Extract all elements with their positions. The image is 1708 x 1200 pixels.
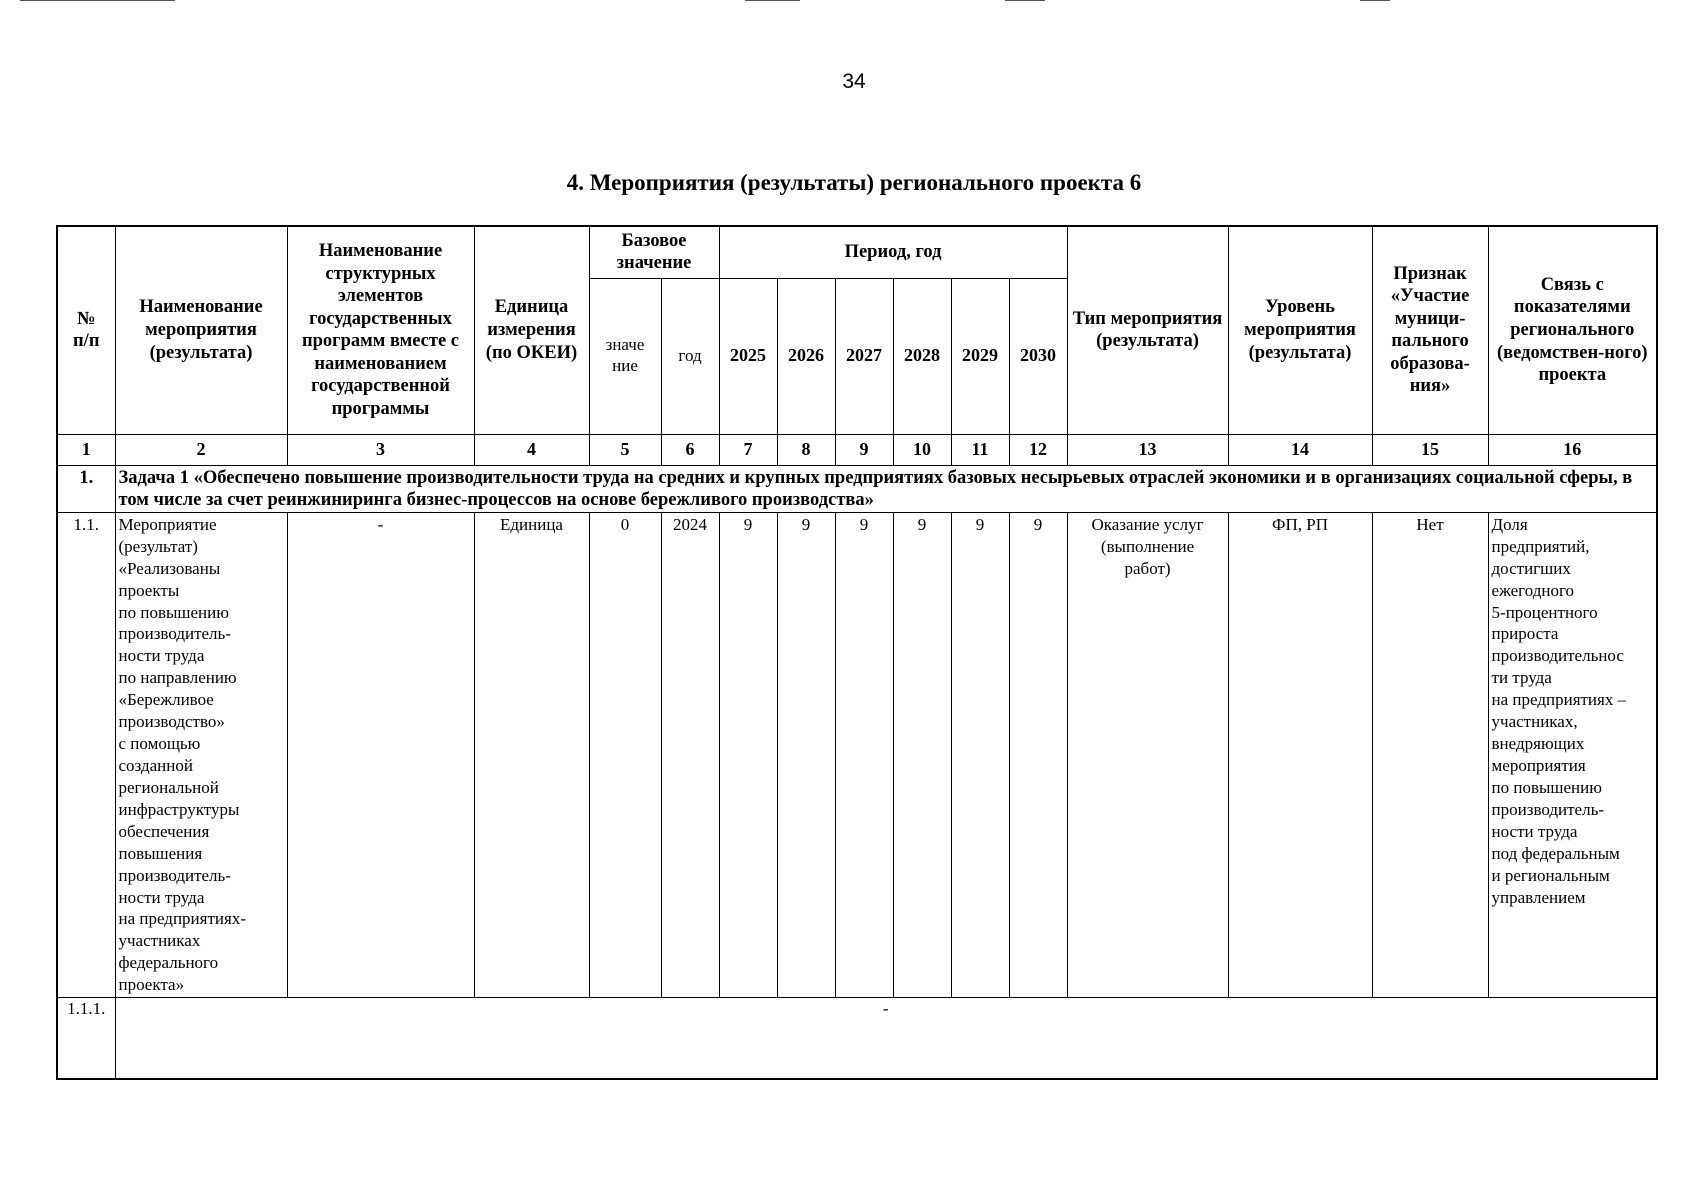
header-base: Базовое значение — [589, 226, 719, 278]
sub-row — [57, 998, 1657, 1080]
row-struct: - — [287, 512, 474, 997]
top-rule-mid — [745, 0, 800, 1]
row-value-2030: 9 — [1009, 512, 1067, 997]
top-rule-right — [1360, 0, 1390, 1]
row-sign: Нет — [1372, 512, 1488, 997]
header-year-2028: 2028 — [893, 278, 951, 434]
task-text: Задача 1 «Обеспечено повышение производительности труда на средних и крупных предприятиях базовых несырьевых отраслей экономики и в организациях социальной сферы, в том числе за счет реинжиниринга бизнес-процессов на основе бережливого производства» — [115, 465, 1657, 512]
header-type: Тип мероприятия (результата) — [1067, 226, 1228, 434]
column-number: 16 — [1488, 434, 1657, 465]
page-number: 34 — [842, 70, 866, 93]
header-num: № п/п — [57, 226, 115, 434]
row-value-2026: 9 — [777, 512, 835, 997]
header-year-2029: 2029 — [951, 278, 1009, 434]
top-rule-left — [20, 0, 175, 1]
task-row — [57, 465, 1657, 512]
row-name: Мероприятие (результат) «Реализованы проекты по повышению производитель- ности труда по направлению «Бережливое производство» с помощью созданной региональной инфраструктуры обеспечения повышения производитель- ности труда на предприятиях- участниках федерального проекта» — [115, 512, 287, 997]
table-row — [57, 512, 1657, 997]
header-year-2027: 2027 — [835, 278, 893, 434]
measures-table — [56, 225, 1658, 1080]
column-number: 7 — [719, 434, 777, 465]
header-link: Связь с показателями регионального (ведомствен-ного) проекта — [1488, 226, 1657, 434]
page-title: 4. Мероприятия (результаты) регионального проекта 6 — [566, 170, 1142, 195]
row-level: ФП, РП — [1228, 512, 1372, 997]
column-number: 13 — [1067, 434, 1228, 465]
top-rule-mid2 — [1005, 0, 1045, 1]
column-number: 1 — [57, 434, 115, 465]
row-value-2025: 9 — [719, 512, 777, 997]
column-number: 8 — [777, 434, 835, 465]
header-base-value: значе ние — [589, 278, 661, 434]
header-unit: Единица измерения (по ОКЕИ) — [474, 226, 589, 434]
row-type: Оказание услуг (выполнение работ) — [1067, 512, 1228, 997]
header-year-2025: 2025 — [719, 278, 777, 434]
header-struct: Наименование структурных элементов государственных программ вместе с наименованием государственной программы — [287, 226, 474, 434]
row-value-2029: 9 — [951, 512, 1009, 997]
subrow-text: - — [115, 998, 1657, 1080]
column-number: 14 — [1228, 434, 1372, 465]
header-level: Уровень мероприятия (результата) — [1228, 226, 1372, 434]
row-number: 1.1. — [57, 512, 115, 997]
column-number: 11 — [951, 434, 1009, 465]
column-number: 10 — [893, 434, 951, 465]
header-name: Наименование мероприятия (результата) — [115, 226, 287, 434]
task-number: 1. — [57, 465, 115, 512]
column-number: 6 — [661, 434, 719, 465]
header-row-1 — [57, 226, 1657, 278]
header-sign: Признак «Участие муници-пального образова-ния» — [1372, 226, 1488, 434]
column-number: 12 — [1009, 434, 1067, 465]
row-value-2027: 9 — [835, 512, 893, 997]
column-number: 5 — [589, 434, 661, 465]
subrow-number: 1.1.1. — [57, 998, 115, 1080]
column-number: 3 — [287, 434, 474, 465]
row-unit: Единица — [474, 512, 589, 997]
column-number: 15 — [1372, 434, 1488, 465]
row-base-value: 0 — [589, 512, 661, 997]
row-base-year: 2024 — [661, 512, 719, 997]
header-year-2026: 2026 — [777, 278, 835, 434]
header-period: Период, год — [719, 226, 1067, 278]
row-link: Доля предприятий, достигших ежегодного 5-процентного прироста производительнос ти труда на предприятиях – участниках, внедряющих мероприятия по повышению производитель- ности труда под федеральным и региональным управлением — [1488, 512, 1657, 997]
row-value-2028: 9 — [893, 512, 951, 997]
column-number: 2 — [115, 434, 287, 465]
column-number: 4 — [474, 434, 589, 465]
column-number-row — [57, 434, 1657, 465]
column-number: 9 — [835, 434, 893, 465]
header-base-year: год — [661, 278, 719, 434]
header-year-2030: 2030 — [1009, 278, 1067, 434]
